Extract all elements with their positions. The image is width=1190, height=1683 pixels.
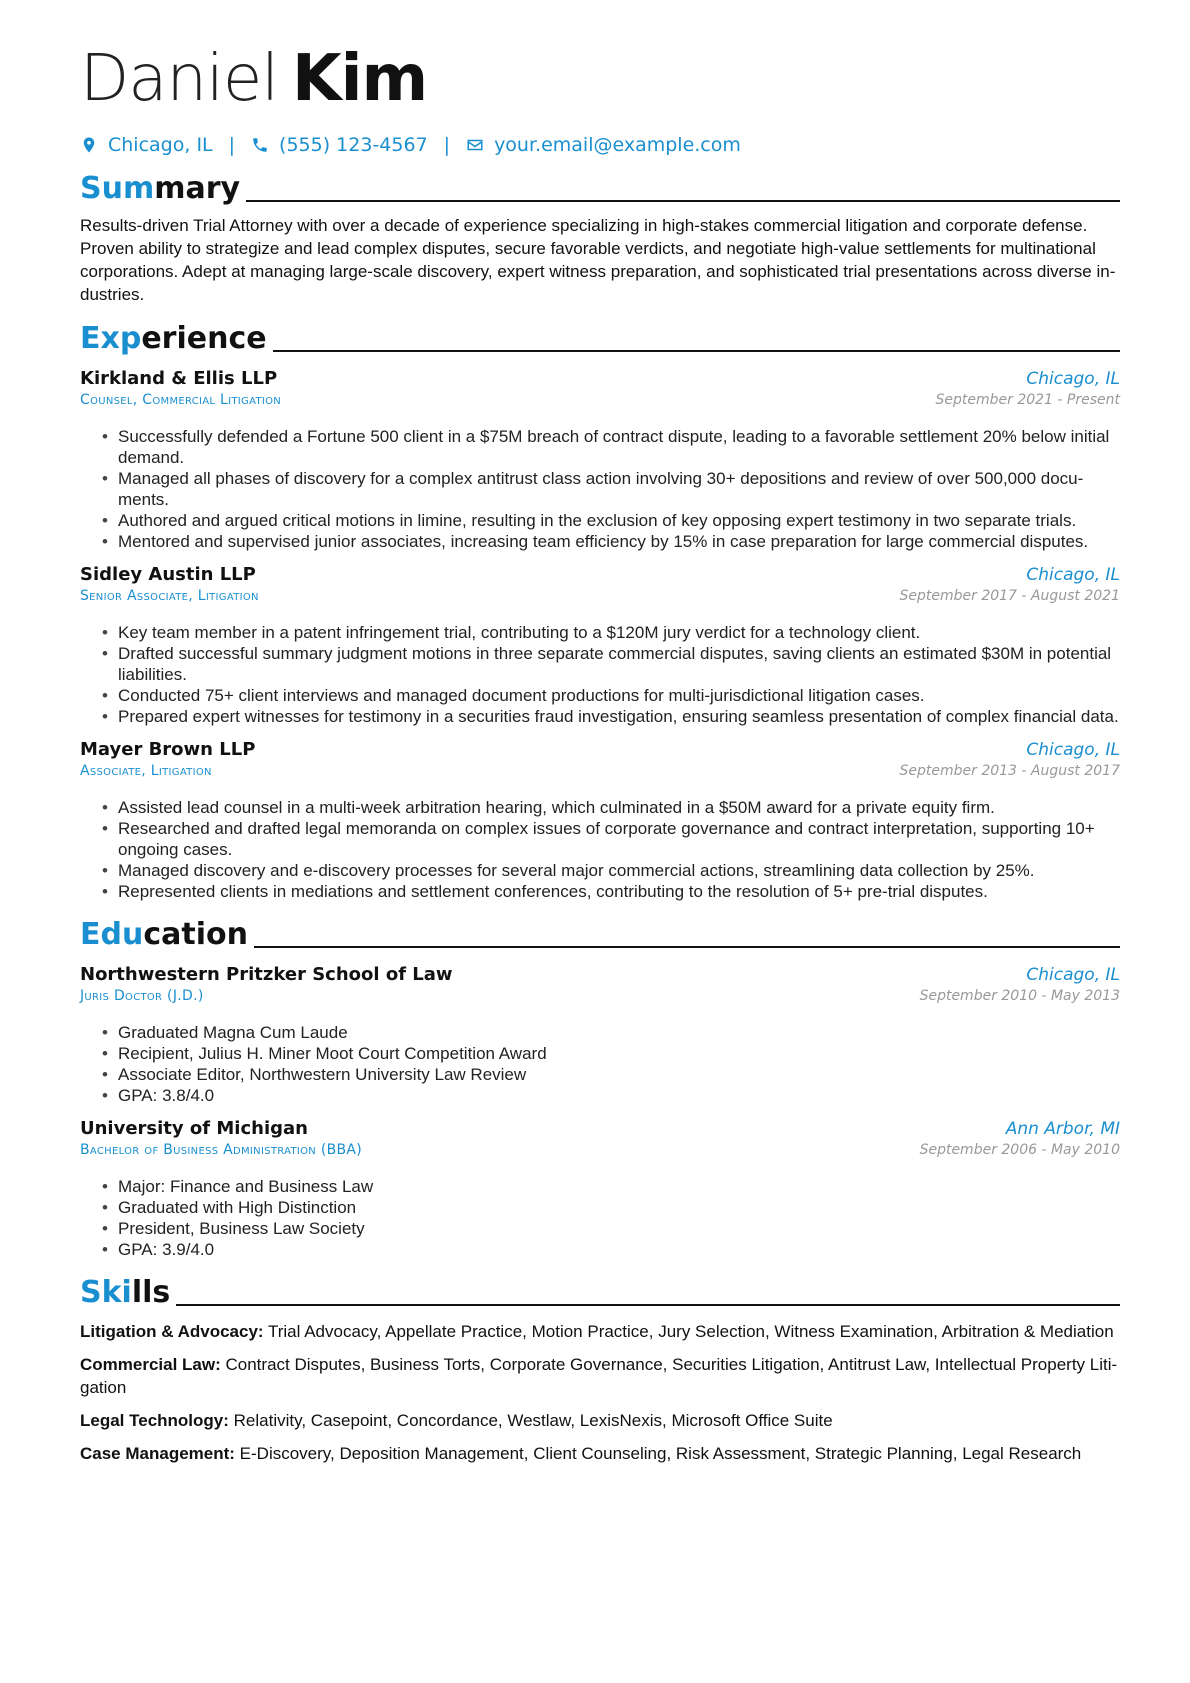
- bullet-item: • Managed all phases of discovery for a complex antitrust class action involving 30+ depositions and review of over 500,000 documents.: [102, 468, 1120, 510]
- bullet-item: • Mentored and supervised junior associates, increasing team efficiency by 15% in case preparation for large commercial disputes.: [102, 531, 1120, 552]
- experience-entry: [80, 368, 1120, 552]
- contact-location: [80, 134, 213, 156]
- bullet-item: • Conducted 75+ client interviews and managed document productions for multi-jurisdictional litigation cases.: [102, 685, 1120, 706]
- education-entry: [80, 1118, 1120, 1260]
- section-rule: [176, 1304, 1120, 1306]
- first-name: Daniel: [80, 42, 278, 116]
- skill-row: [80, 1320, 1120, 1343]
- bullet-item: • Researched and drafted legal memoranda on complex issues of corporate governance and contract interpretation, supporting 10+ ongoing cases.: [102, 818, 1120, 860]
- section-title: Experience: [80, 321, 267, 356]
- job-title: Senior Associate, Litigation: [80, 588, 259, 604]
- employer-name: Kirkland & Ellis LLP: [80, 368, 278, 389]
- job-title: Associate, Litigation: [80, 763, 212, 779]
- bullet-item: • Key team member in a patent infringement trial, contributing to a $120M jury verdict for a technology client.: [102, 622, 1120, 643]
- phone-icon: [251, 136, 269, 154]
- degree: Bachelor of Business Administration (BBA): [80, 1142, 363, 1158]
- section-rule: [254, 946, 1120, 948]
- bullet-list: [80, 622, 1120, 727]
- section-heading-skills: [80, 1272, 1120, 1310]
- entry-dates: September 2006 - May 2010: [919, 1142, 1120, 1158]
- phone-text[interactable]: (555) 123-4567: [279, 134, 428, 156]
- entry-location: Chicago, IL: [1026, 369, 1120, 389]
- entry-location: Chicago, IL: [1026, 965, 1120, 985]
- bullet-list: [80, 797, 1120, 902]
- resume-content: [80, 40, 1120, 1465]
- skill-list: Trial Advocacy, Appellate Practice, Motion Practice, Jury Selection, Witness Examination, Arbitration & Mediation: [267, 1322, 1114, 1341]
- contact-separator: |: [228, 134, 236, 156]
- bullet-item: • Assisted lead counsel in a multi-week arbitration hearing, which culminated in a $50M award for a private equity firm.: [102, 797, 1120, 818]
- education-entry: [80, 964, 1120, 1106]
- bullet-item: • GPA: 3.8/4.0: [102, 1085, 1120, 1106]
- entry-dates: September 2010 - May 2013: [919, 988, 1120, 1004]
- bullet-item: • GPA: 3.9/4.0: [102, 1239, 1120, 1260]
- section-title: Skills: [80, 1275, 171, 1310]
- bullet-item: • President, Business Law Society: [102, 1218, 1120, 1239]
- location-text: Chicago, IL: [108, 134, 213, 156]
- bullet-item: • Authored and argued critical motions in limine, resulting in the exclusion of key opposing expert testimony in two separate trials.: [102, 510, 1120, 531]
- contact-bar: [80, 132, 1120, 158]
- entry-dates: September 2017 - August 2021: [899, 588, 1120, 604]
- contact-separator: |: [443, 134, 451, 156]
- degree: Juris Doctor (J.D.): [80, 988, 204, 1004]
- section-rule: [246, 200, 1120, 202]
- school-name: University of Michigan: [80, 1118, 308, 1139]
- section-heading-experience: [80, 318, 1120, 356]
- bullet-item: • Major: Finance and Business Law: [102, 1176, 1120, 1197]
- candidate-name: [80, 40, 1120, 118]
- bullet-item: • Drafted successful summary judgment motions in three separate commercial disputes, saving clients an estimated $30M in potential liabilities.: [102, 643, 1120, 685]
- bullet-item: • Successfully defended a Fortune 500 client in a $75M breach of contract dispute, leading to a favorable settlement 20% below initial demand.: [102, 426, 1120, 468]
- skill-list: E-Discovery, Deposition Management, Client Counseling, Risk Assessment, Strategic Planning, Legal Research: [239, 1444, 1082, 1463]
- entry-dates: September 2013 - August 2017: [899, 763, 1120, 779]
- bullet-item: • Recipient, Julius H. Miner Moot Court Competition Award: [102, 1043, 1120, 1064]
- bullet-item: • Graduated with High Distinction: [102, 1197, 1120, 1218]
- section-heading-summary: [80, 168, 1120, 206]
- bullet-item: • Prepared expert witnesses for testimony in a securities fraud investigation, ensuring seamless presentation of complex financial data.: [102, 706, 1120, 727]
- map-marker-icon: [80, 136, 98, 154]
- skill-row: [80, 1442, 1120, 1465]
- skill-row: [80, 1409, 1120, 1432]
- envelope-icon: [466, 136, 484, 154]
- skill-category: Litigation & Advocacy:: [80, 1322, 264, 1341]
- bullet-item: • Associate Editor, Northwestern University Law Review: [102, 1064, 1120, 1085]
- contact-phone[interactable]: [251, 134, 428, 156]
- skill-list: Relativity, Casepoint, Concordance, Westlaw, LexisNexis, Microsoft Office Suite: [233, 1411, 833, 1430]
- bullet-list: [80, 426, 1120, 552]
- section-title: Summary: [80, 171, 241, 206]
- bullet-item: • Represented clients in mediations and settlement conferences, contributing to the resolution of 5+ pre-trial disputes.: [102, 881, 1120, 902]
- experience-entry: [80, 564, 1120, 727]
- employer-name: Mayer Brown LLP: [80, 739, 256, 760]
- school-name: Northwestern Pritzker School of Law: [80, 964, 453, 985]
- skill-category: Commercial Law:: [80, 1355, 221, 1374]
- skill-list: Contract Disputes, Business Torts, Corporate Governance, Securities Litigation, Antitrust Law, Intellectual Property Litigation: [80, 1355, 1118, 1397]
- entry-location: Chicago, IL: [1026, 565, 1120, 585]
- bullet-list: [80, 1022, 1120, 1106]
- experience-entry: [80, 739, 1120, 902]
- bullet-list: [80, 1176, 1120, 1260]
- entry-location: Ann Arbor, MI: [1005, 1119, 1120, 1139]
- summary-text: Results-driven Trial Attorney with over a decade of experience specializing in high-stakes commercial litigation and corporate defense. Proven ability to strategize and lead complex disputes, secure favorable verdicts, and negotiate high-value settlements for multinational corporations. Adept at managing large-scale discovery, expert witness preparation, and sophisticated trial presentations across diverse industries.: [80, 216, 1116, 304]
- bullet-item: • Graduated Magna Cum Laude: [102, 1022, 1120, 1043]
- entry-location: Chicago, IL: [1026, 740, 1120, 760]
- contact-email[interactable]: [466, 134, 741, 156]
- last-name: Kim: [292, 42, 428, 116]
- employer-name: Sidley Austin LLP: [80, 564, 256, 585]
- section-heading-education: [80, 914, 1120, 952]
- skill-row: [80, 1353, 1120, 1399]
- section-rule: [273, 350, 1120, 352]
- section-title: Education: [80, 917, 248, 952]
- skill-category: Case Management:: [80, 1444, 235, 1463]
- entry-dates: September 2021 - Present: [935, 392, 1120, 408]
- bullet-item: • Managed discovery and e-discovery processes for several major commercial actions, streamlining data collection by 25%.: [102, 860, 1120, 881]
- skill-category: Legal Technology:: [80, 1411, 229, 1430]
- email-link[interactable]: your.email@example.com: [494, 134, 741, 156]
- job-title: Counsel, Commercial Litigation: [80, 392, 282, 408]
